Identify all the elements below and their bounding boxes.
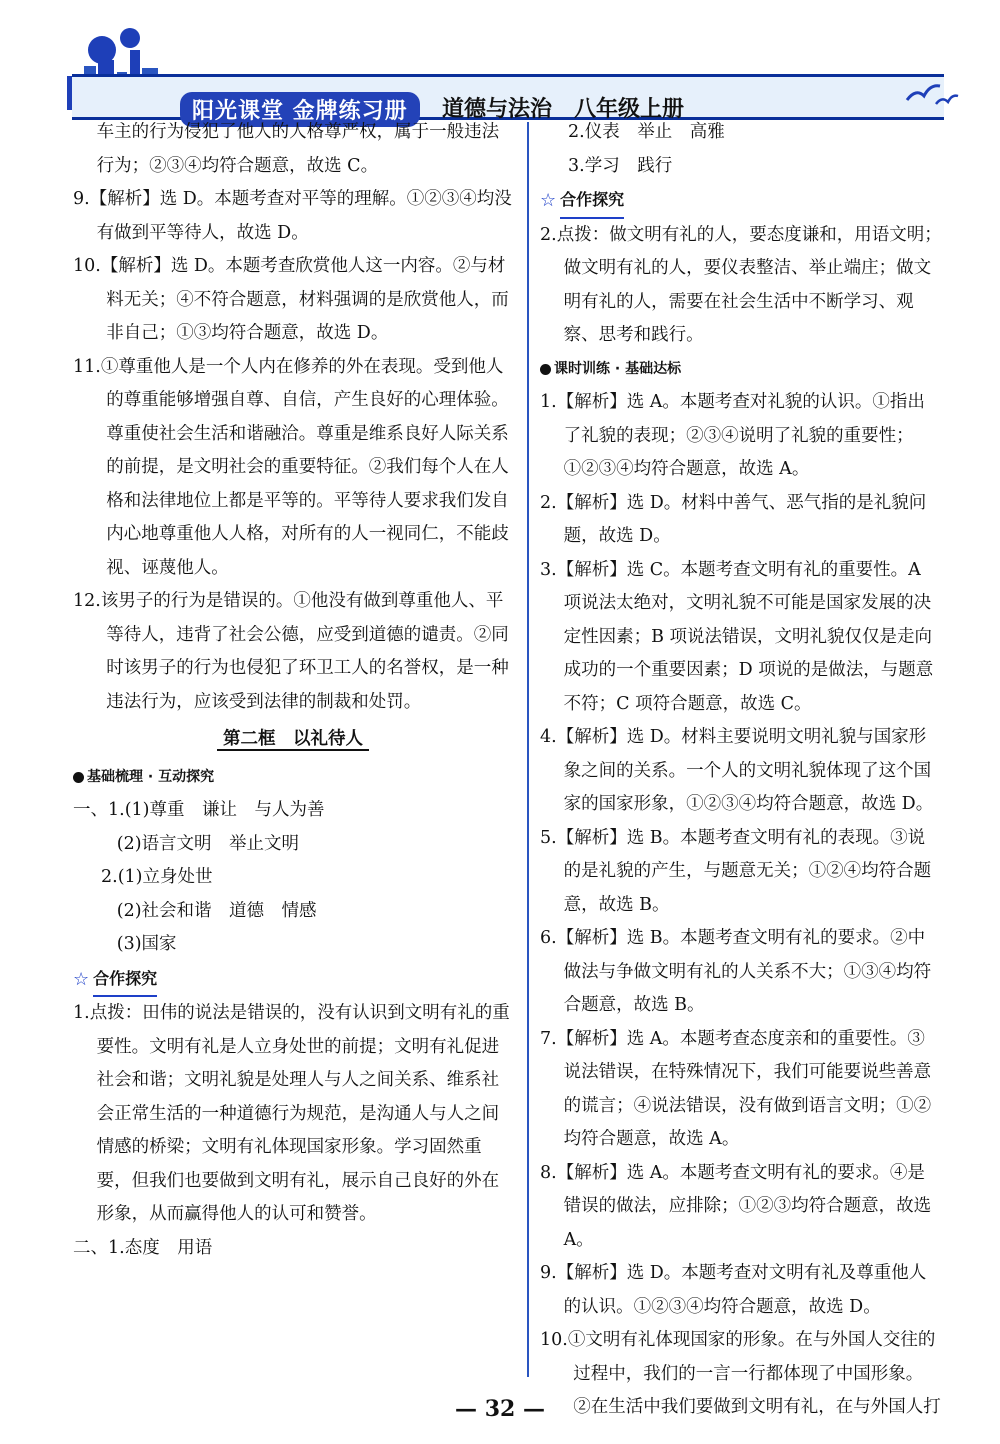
training-tag: 课时训练 · 基础达标 <box>540 353 942 387</box>
training-answer-7: 7.【解析】选 A。本题考查态度亲和的重要性。③说法错误，在特殊情况下，我们可能要说些善意的谎言；④说法错误，没有做到语言文明；①②均符合题意，故选 A。 <box>540 1028 932 1149</box>
training-answer-3: 3.【解析】选 C。本题考查文明有礼的重要性。A 项说法太绝对，文明礼貌不可能是国家发展的决定性因素；B 项说法错误，文明礼貌仅仅是走向成功的一个重要因素；D 项说的是做法，与题意不符；C 项符合题意，故选 C。 <box>540 559 934 714</box>
column-divider <box>527 122 529 1377</box>
answer-10: 10.【解析】选 D。本题考查欣赏他人这一内容。②与材料无关；④不符合题意，材料强调的是欣赏他人，而非自己；①③均符合题意，故选 D。 <box>73 256 509 343</box>
cooperation-heading-2: ☆ 合作探究 <box>540 183 942 219</box>
training-answer-10-cont: ②在生活中我们要做到文明有礼，在与外国人打 <box>573 1397 941 1417</box>
training-answer-6: 6.【解析】选 B。本题考查文明有礼的要求。②中做法与争做文明有礼的人关系不大；①③④均符合题意，故选 B。 <box>540 928 932 1015</box>
training-answer-4: 4.【解析】选 D。材料主要说明文明礼貌与国家形象之间的关系。一个人的文明礼貌体现了这个国家的国家形象，①②③④均符合题意，故选 D。 <box>540 727 934 814</box>
answer-explore-1: 1.点拨：田伟的说法是错误的，没有认识到文明有礼的重要性。文明有礼是人立身处世的前提；文明有礼促进社会和谐；文明礼貌是处理人与人之间关系、维系社会正常生活的一种道德行为规范，是沟通人与人之间情感的桥梁；文明有礼体现国家形象。学习固然重要，但我们也要做到文明有礼，展示自己良好的外在形象，从而赢得他人的认可和赞誉。 <box>73 1003 510 1224</box>
basics-line-7: 2.仪表 举止 高雅 <box>568 122 725 142</box>
answer-11: 11.①尊重他人是一个人内在修养的外在表现。受到他人的尊重能够增强自尊、自信，产生良好的心理体验。尊重使社会生活和谐融洽。尊重是维系良好人际关系的前提，是文明社会的重要特征。②我们每个人在人格和法律地位上都是平等的。平等待人要求我们发自内心地尊重他人人格，对所有的人一视同仁，不能歧视、诬蔑他人。 <box>73 356 509 578</box>
basics-line-1: 一、1.(1)尊重 谦让 与人为善 <box>73 800 325 820</box>
left-column <box>73 116 513 1265</box>
right-column <box>540 116 942 1425</box>
subject-title: 道德与法治 八年级上册 <box>442 97 685 122</box>
basics-line-6: 二、1.态度 用语 <box>73 1237 213 1258</box>
page-header <box>62 20 942 124</box>
bullet-icon <box>73 772 84 783</box>
section-title: 第二框 以礼待人 <box>73 723 513 757</box>
star-icon: ☆ <box>540 190 557 211</box>
training-answer-5: 5.【解析】选 B。本题考查文明有礼的表现。③说的是礼貌的产生，与题意无关；①②④均符合题意，故选 B。 <box>540 827 932 915</box>
answer-12: 12.该男子的行为是错误的。①他没有做到尊重他人、平等待人，违背了社会公德，应受到道德的谴责。②同时该男子的行为也侵犯了环卫工人的名誉权，是一种违法行为，应该受到法律的制裁和处罚。 <box>73 591 509 712</box>
cooperation-heading: ☆ 合作探究 <box>73 962 513 998</box>
basics-line-8: 3.学习 践行 <box>568 155 673 176</box>
bullet-icon <box>540 364 551 375</box>
star-icon: ☆ <box>73 968 90 990</box>
basics-line-2: (2)语言文明 举止文明 <box>116 833 300 854</box>
training-answer-1: 1.【解析】选 A。本题考查对礼貌的认识。①指出了礼貌的表现；②③④说明了礼貌的重要性；①②③④均符合题意，故选 A。 <box>540 392 925 479</box>
training-answer-9: 9.【解析】选 D。本题考查对文明有礼及尊重他人的认识。①②③④均符合题意，故选 D。 <box>540 1263 927 1317</box>
answer-explore-2: 2.点拨：做文明有礼的人，要态度谦和，用语文明；做文明有礼的人，要仪表整洁、举止端庄；做文明有礼的人，需要在社会生活中不断学习、观察、思考和践行。 <box>540 224 942 345</box>
birds-icon <box>902 72 962 112</box>
training-answer-8: 8.【解析】选 A。本题考查文明有礼的要求。④是错误的做法，应排除；①②③均符合题意，故选 A。 <box>540 1162 932 1250</box>
basics-line-3: 2.(1)立身处世 <box>101 867 213 887</box>
training-answer-2: 2.【解析】选 D。材料中善气、恶气指的是礼貌问题，故选 D。 <box>540 492 927 546</box>
basics-line-5: (3)国家 <box>116 934 177 954</box>
training-answer-10: 10.①文明有礼体现国家的形象。在与外国人交往的过程中，我们的一言一行都体现了中国形象。 <box>540 1330 936 1384</box>
answer-9: 9.【解析】选 D。本题考查对平等的理解。①②③④均没有做到平等待人，故选 D。 <box>73 189 512 243</box>
brand-title: 阳光课堂 金牌练习册 <box>180 92 420 127</box>
basics-tag: 基础梳理 · 互动探究 <box>73 761 513 795</box>
answer-continuation: 车主的行为侵犯了他人的人格尊严权，属于一般违法行为；②③④均符合题意，故选 C。 <box>96 122 500 176</box>
page-number: — 32 — <box>455 1396 545 1422</box>
basics-line-4: (2)社会和谐 道德 情感 <box>116 900 317 921</box>
